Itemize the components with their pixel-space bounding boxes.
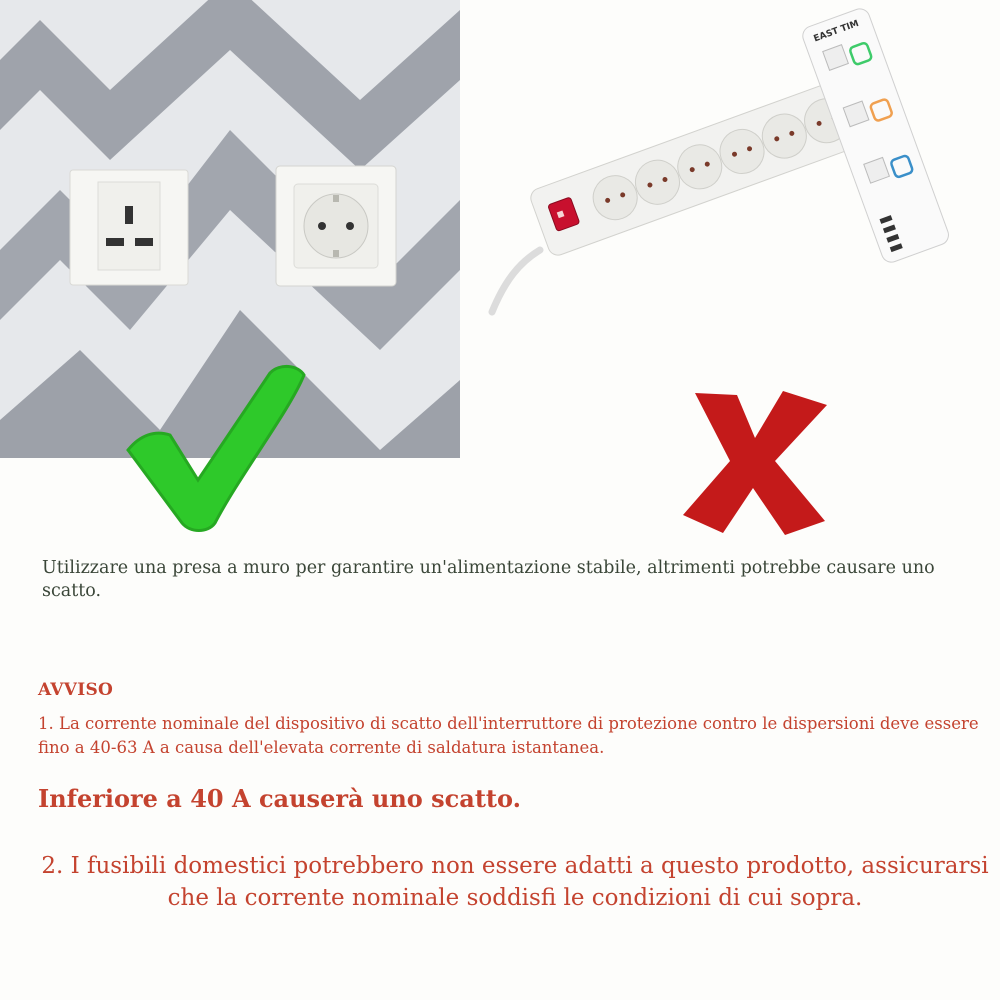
- uk-wall-socket: [70, 170, 188, 285]
- schuko-wall-socket: [276, 166, 396, 286]
- power-strip-photo: [480, 0, 1000, 330]
- six-outlet-power-strip: [528, 79, 862, 258]
- cross-icon: [675, 383, 835, 543]
- warning-emphasis: Inferiore a 40 A causerà uno scatto.: [38, 784, 521, 813]
- brand-label: EAST TIM: [812, 18, 861, 45]
- warning-title: AVVISO: [38, 680, 114, 700]
- warning-point-2: 2. I fusibili domestici potrebbero non essere adatti a questo prodotto, assicurarsi che la corrente nominale soddisfi le condizioni di cui sopra.: [41, 853, 989, 911]
- power-cord: [492, 250, 540, 312]
- warning-point-1: 1. La corrente nominale del dispositivo di scatto dell'interruttore di protezione contro le dispersioni deve essere fino a 40-63 A a causa dell'elevata corrente di saldatura istantanea.: [38, 714, 979, 757]
- wall-socket-instruction: Utilizzare una presa a muro per garantire un'alimentazione stabile, altrimenti potrebbe causare uno scatto.: [42, 558, 935, 601]
- power-strip-illustration: [480, 0, 1000, 330]
- check-icon: [120, 355, 310, 535]
